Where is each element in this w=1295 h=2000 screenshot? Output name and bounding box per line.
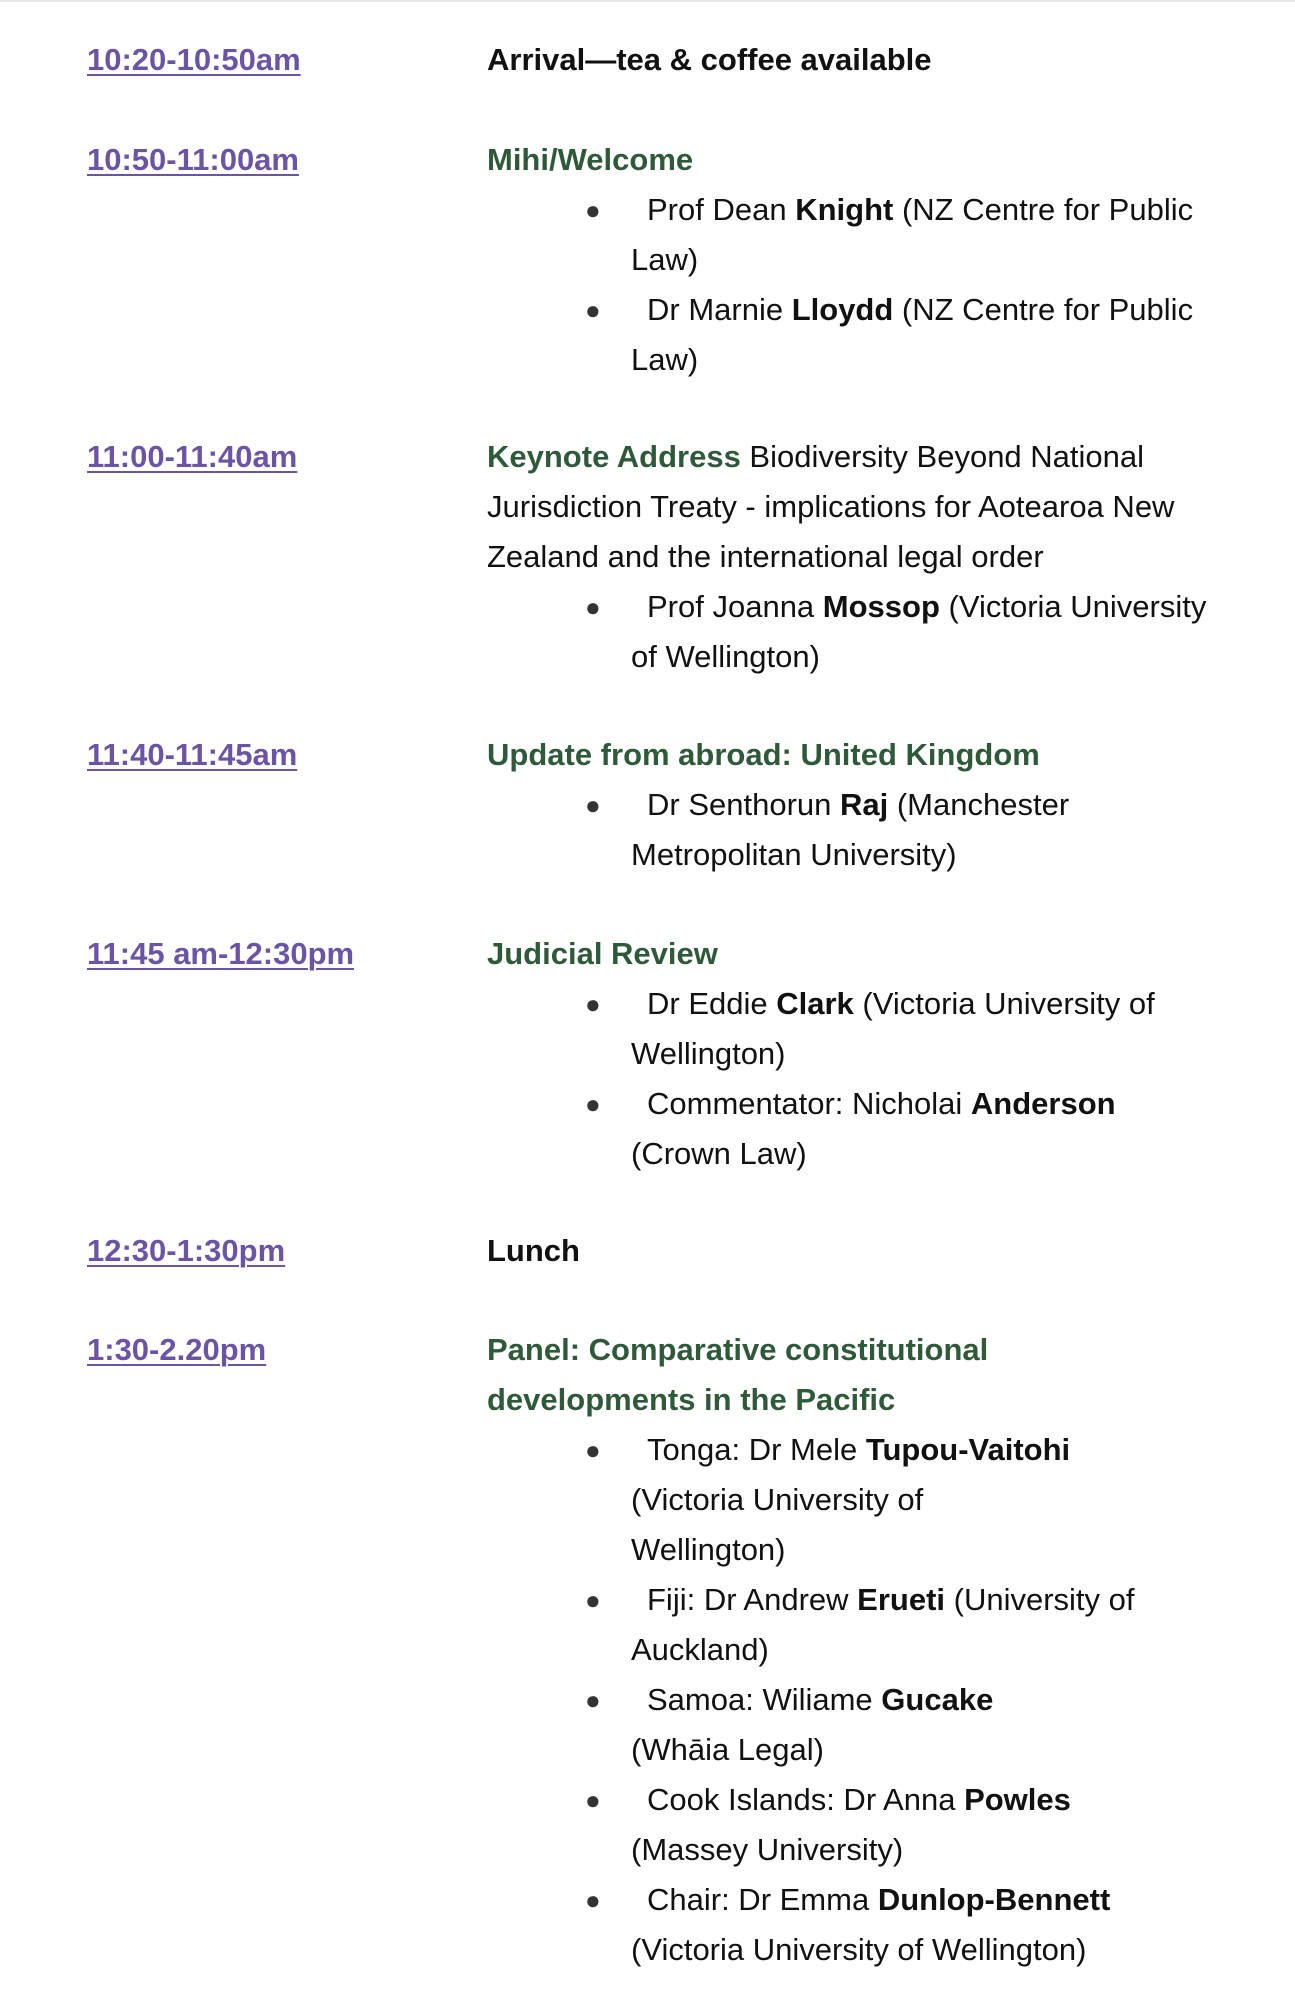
bullet-icon: ● — [585, 989, 601, 1019]
speaker-item — [487, 1425, 1207, 1575]
speaker-list — [487, 582, 1207, 682]
top-divider — [0, 0, 1295, 2]
speaker-surname: Erueti — [857, 1582, 946, 1617]
speaker-text: Prof Joanna Mossop (Victoria University of Wellington) — [631, 589, 1207, 674]
speaker-text: Prof Dean Knight (NZ Centre for Public Law) — [631, 192, 1194, 277]
bullet-icon: ● — [585, 592, 601, 622]
speaker-surname: Dunlop-Bennett — [877, 1882, 1111, 1917]
bullet-icon: ● — [585, 195, 601, 225]
speaker-text: Cook Islands: Dr Anna Powles (Massey University) — [631, 1782, 1071, 1867]
bullet-icon: ● — [585, 1685, 601, 1715]
time-link[interactable]: 10:50-11:00am — [87, 142, 299, 177]
speaker-surname: Tupou-Vaitohi — [865, 1432, 1071, 1467]
speaker-item — [487, 1575, 1207, 1675]
speaker-surname: Gucake — [881, 1682, 994, 1717]
speaker-item — [487, 1675, 1207, 1775]
bullet-icon: ● — [585, 790, 601, 820]
bullet-icon: ● — [585, 1885, 601, 1915]
session-title: Lunch — [487, 1233, 580, 1268]
speaker-item — [487, 185, 1207, 285]
speaker-item — [487, 582, 1207, 682]
session-heading — [487, 432, 1207, 582]
session-content — [487, 730, 1207, 880]
speaker-surname: Lloydd — [791, 292, 894, 327]
speaker-text: Chair: Dr Emma Dunlop-Bennett (Victoria University of Wellington) — [631, 1882, 1111, 1967]
time-link[interactable]: 11:00-11:40am — [87, 439, 298, 474]
speaker-item — [487, 1079, 1207, 1179]
speaker-surname: Powles — [964, 1782, 1071, 1817]
bullet-icon: ● — [585, 295, 601, 325]
speaker-text: Dr Marnie Lloydd (NZ Centre for Public Law) — [631, 292, 1194, 377]
session-title: Keynote Address — [487, 439, 741, 474]
bullet-icon: ● — [585, 1585, 601, 1615]
time-link[interactable]: 12:30-1:30pm — [87, 1233, 286, 1268]
session-content — [487, 432, 1207, 682]
speaker-text: Commentator: Nicholai Anderson (Crown Law) — [631, 1086, 1116, 1171]
session-subtitle: Biodiversity Beyond National Jurisdiction Treaty - implications for Aotearoa New Zealand and the international legal order — [487, 439, 1175, 574]
bullet-icon: ● — [585, 1089, 601, 1119]
speaker-text: Tonga: Dr Mele Tupou-Vaitohi (Victoria University of Wellington) — [631, 1432, 1071, 1567]
speaker-surname: Raj — [840, 787, 889, 822]
session-content — [487, 929, 1207, 1179]
bullet-icon: ● — [585, 1435, 601, 1465]
time-link[interactable]: 11:40-11:45am — [87, 737, 298, 772]
speaker-item — [487, 979, 1207, 1079]
speaker-text: Fiji: Dr Andrew Erueti (University of Auckland) — [631, 1582, 1135, 1667]
session-title: Panel: Comparative constitutional developments in the Pacific — [487, 1332, 989, 1417]
speaker-item — [487, 780, 1207, 880]
session-content — [487, 35, 1207, 85]
session-title: Update from abroad: United Kingdom — [487, 737, 1040, 772]
session-content — [487, 135, 1207, 385]
session-content — [487, 1226, 1207, 1276]
speaker-list — [487, 185, 1207, 385]
speaker-surname: Knight — [795, 192, 894, 227]
time-link[interactable]: 10:20-10:50am — [87, 42, 301, 77]
speaker-item — [487, 1875, 1207, 1975]
speaker-list — [487, 780, 1207, 880]
speaker-text: Dr Senthorun Raj (Manchester Metropolitan University) — [631, 787, 1070, 872]
speaker-list — [487, 979, 1207, 1179]
session-content — [487, 1325, 1207, 1975]
speaker-surname: Anderson — [970, 1086, 1116, 1121]
session-title: Mihi/Welcome — [487, 142, 694, 177]
time-link[interactable]: 11:45 am-12:30pm — [87, 936, 355, 971]
bullet-icon: ● — [585, 1785, 601, 1815]
speaker-list — [487, 1425, 1207, 1975]
speaker-item — [487, 285, 1207, 385]
time-link[interactable]: 1:30-2.20pm — [87, 1332, 267, 1367]
speaker-text: Dr Eddie Clark (Victoria University of Wellington) — [631, 986, 1155, 1071]
speaker-surname: Mossop — [822, 589, 940, 624]
speaker-text: Samoa: Wiliame Gucake (Whāia Legal) — [631, 1682, 994, 1767]
speaker-item — [487, 1775, 1207, 1875]
session-title: Arrival—tea & coffee available — [487, 42, 932, 77]
session-title: Judicial Review — [487, 936, 718, 971]
speaker-surname: Clark — [776, 986, 854, 1021]
